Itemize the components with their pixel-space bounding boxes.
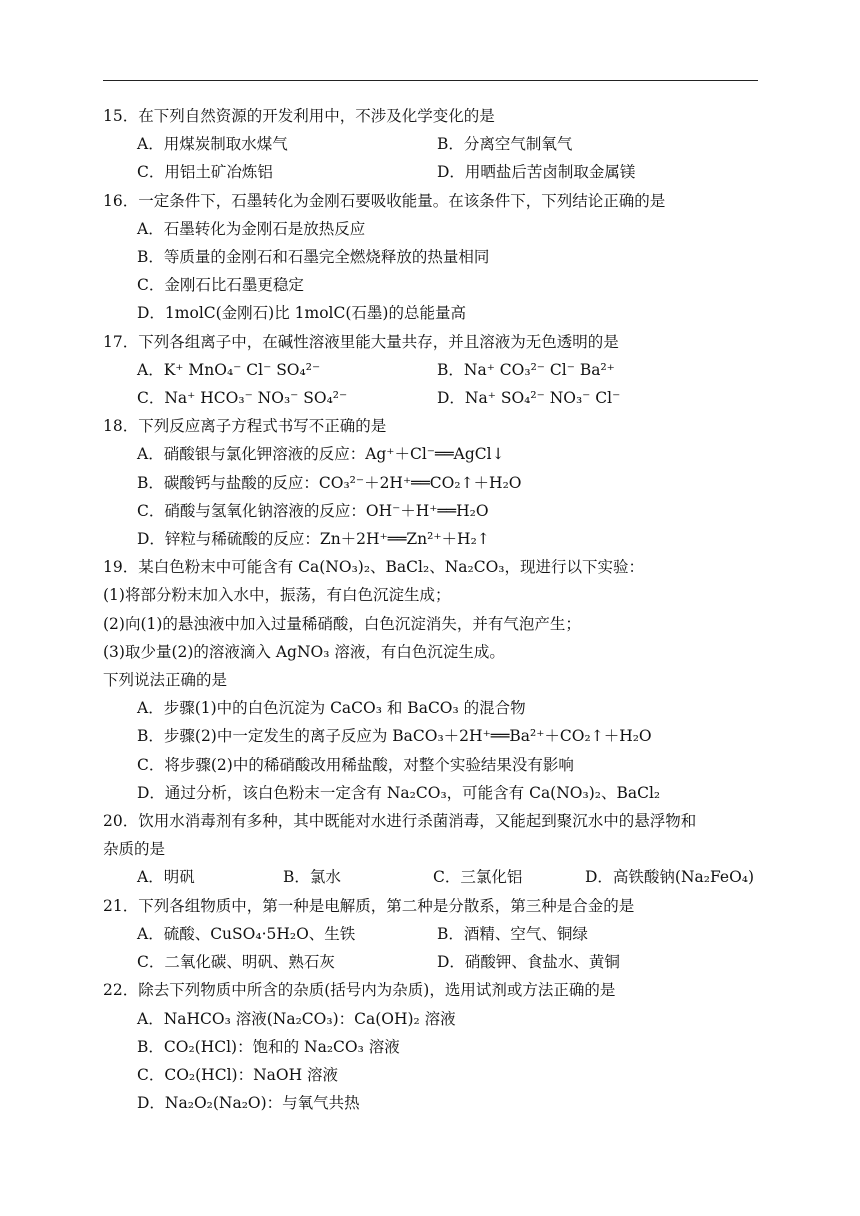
question-21-options-row1: [103, 920, 763, 948]
option-d: D．Na⁺ SO₄²⁻ NO₃⁻ Cl⁻: [437, 389, 621, 408]
option-a: A．NaHCO₃ 溶液(Na₂CO₃)：Ca(OH)₂ 溶液: [137, 1009, 456, 1028]
question-20-stem-continued: 杂质的是: [103, 840, 166, 859]
option-d: D．用晒盐后苦卤制取金属镁: [437, 163, 636, 182]
option-b: B．酒精、空气、铜绿: [437, 924, 588, 943]
option-d: D．1molC(金刚石)比 1molC(石墨)的总能量高: [137, 304, 466, 323]
option-b: B．Na⁺ CO₃²⁻ Cl⁻ Ba²⁺: [437, 360, 615, 379]
question-21-stem: 21．下列各组物质中，第一种是电解质，第二种是分散系，第三种是合金的是: [103, 896, 635, 915]
option-c: C．三氯化铝: [433, 868, 523, 887]
question-17-options-row2: [103, 384, 763, 412]
option-b: B．分离空气制氧气: [437, 135, 573, 154]
option-c: C．Na⁺ HCO₃⁻ NO₃⁻ SO₄²⁻: [137, 389, 348, 408]
question-15-options-row1: [103, 130, 763, 158]
question-21-options-row2: [103, 948, 763, 976]
question-20-options: [103, 863, 763, 891]
question-17-stem: 17．下列各组离子中，在碱性溶液里能大量共存，并且溶液为无色透明的是: [103, 332, 619, 351]
question-19-stem: 19．某白色粉末中可能含有 Ca(NO₃)₂、BaCl₂、Na₂CO₃，现进行以下实验：: [103, 558, 645, 577]
question-18-stem: 18．下列反应离子方程式书写不正确的是: [103, 417, 387, 436]
option-c: C．金刚石比石墨更稳定: [137, 276, 304, 295]
question-list: [103, 102, 763, 1117]
option-c: C．硝酸与氢氧化钠溶液的反应：OH⁻＋H⁺══H₂O: [137, 501, 489, 520]
option-a: A．用煤炭制取水煤气: [137, 135, 288, 154]
question-15-options-row2: [103, 158, 763, 186]
question-20-stem: 20．饮用水消毒剂有多种，其中既能对水进行杀菌消毒，又能起到聚沉水中的悬浮物和: [103, 812, 697, 831]
option-d: D．Na₂O₂(Na₂O)：与氧气共热: [137, 1094, 360, 1113]
option-b: B．氯水: [283, 868, 341, 887]
option-d: D．通过分析，该白色粉末一定含有 Na₂CO₃，可能含有 Ca(NO₃)₂、BaCl₂: [137, 783, 661, 802]
option-d: D．硝酸钾、食盐水、黄铜: [437, 953, 620, 972]
option-c: C．二氧化碳、明矾、熟石灰: [137, 953, 335, 972]
option-c: C．用铝土矿冶炼铝: [137, 163, 273, 182]
option-a: A．明矾: [137, 868, 195, 887]
experiment-step-1: (1)将部分粉末加入水中，振荡，有白色沉淀生成；: [103, 586, 451, 605]
header-rule: [103, 80, 758, 81]
option-c: C．CO₂(HCl)：NaOH 溶液: [137, 1065, 339, 1084]
option-a: A．硝酸银与氯化钾溶液的反应：Ag⁺＋Cl⁻══AgCl↓: [137, 445, 505, 464]
option-d: D．锌粒与稀硫酸的反应：Zn＋2H⁺══Zn²⁺＋H₂↑: [137, 530, 490, 549]
option-a: A．硫酸、CuSO₄·5H₂O、生铁: [137, 924, 356, 943]
option-a: A．步骤(1)中的白色沉淀为 CaCO₃ 和 BaCO₃ 的混合物: [137, 699, 526, 718]
option-b: B．碳酸钙与盐酸的反应：CO₃²⁻＋2H⁺══CO₂↑＋H₂O: [137, 473, 522, 492]
question-19-prompt: 下列说法正确的是: [103, 671, 228, 690]
question-22-stem: 22．除去下列物质中所含的杂质(括号内为杂质)，选用试剂或方法正确的是: [103, 981, 616, 1000]
experiment-step-3: (3)取少量(2)的溶液滴入 AgNO₃ 溶液，有白色沉淀生成。: [103, 642, 505, 661]
question-17-options-row1: [103, 356, 763, 384]
option-c: C．将步骤(2)中的稀硝酸改用稀盐酸，对整个实验结果没有影响: [137, 755, 574, 774]
experiment-step-2: (2)向(1)的悬浊液中加入过量稀硝酸，白色沉淀消失，并有气泡产生；: [103, 614, 581, 633]
option-a: A．K⁺ MnO₄⁻ Cl⁻ SO₄²⁻: [137, 360, 321, 379]
option-d: D．高铁酸钠(Na₂FeO₄): [585, 868, 755, 887]
question-16-stem: 16．一定条件下，石墨转化为金刚石要吸收能量。在该条件下，下列结论正确的是: [103, 191, 666, 210]
option-b: B．CO₂(HCl)：饱和的 Na₂CO₃ 溶液: [137, 1037, 400, 1056]
option-b: B．等质量的金刚石和石墨完全燃烧释放的热量相同: [137, 248, 490, 267]
question-15-stem: 15．在下列自然资源的开发利用中，不涉及化学变化的是: [103, 107, 495, 125]
option-b: B．步骤(2)中一定发生的离子反应为 BaCO₃＋2H⁺══Ba²⁺＋CO₂↑＋H₂O: [137, 727, 652, 746]
option-a: A．石墨转化为金刚石是放热反应: [137, 219, 366, 238]
